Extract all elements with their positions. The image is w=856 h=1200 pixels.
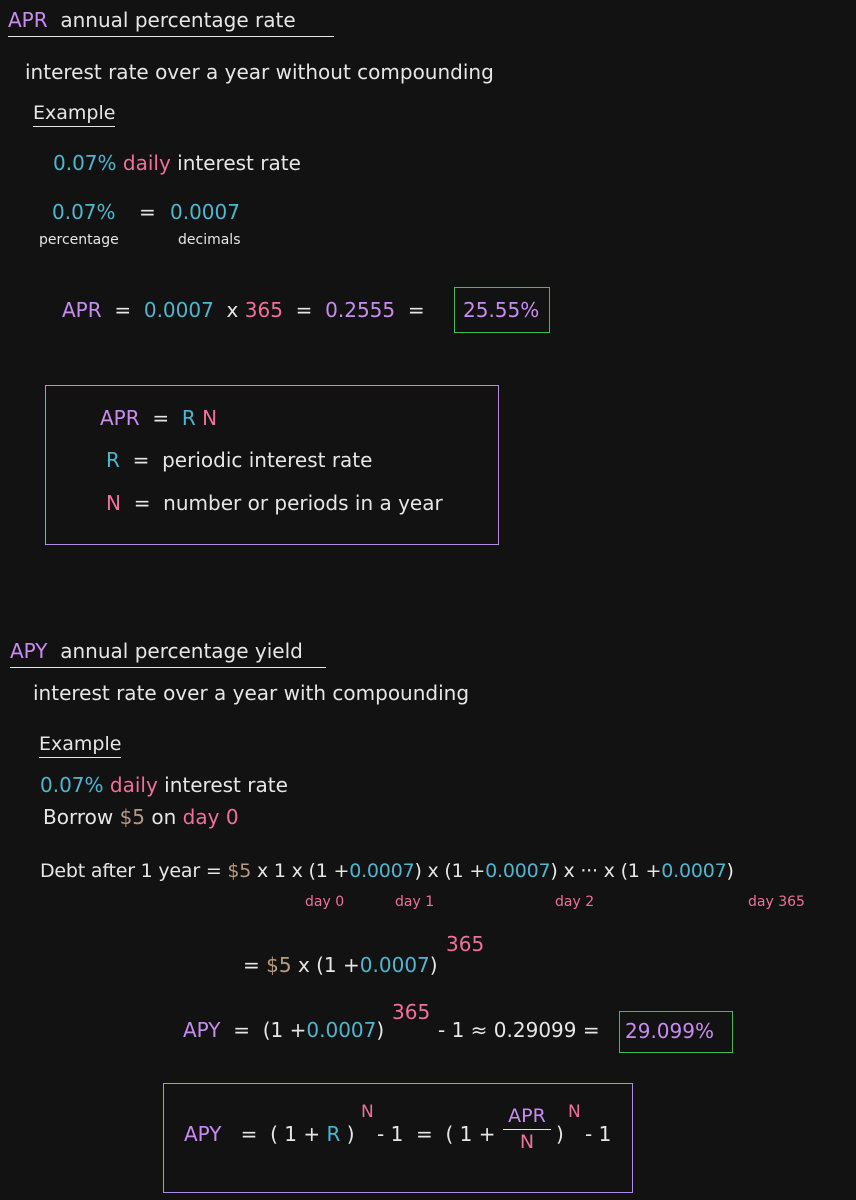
- apy-example-line1: [40, 775, 288, 795]
- apy-formula-left: [184, 1124, 355, 1144]
- apr-def-n-sym: N: [106, 491, 121, 515]
- apr-def-r-eq: =: [132, 448, 150, 472]
- apr-calc-eq3: =: [407, 298, 425, 322]
- apy-calc-lhs: APY: [183, 1018, 221, 1042]
- apr-caption-percentage: percentage: [39, 232, 119, 248]
- apy-compact-t1: x (1 +: [297, 953, 360, 977]
- apr-calc-lhs: APR: [62, 298, 102, 322]
- apy-compact-eq: =: [243, 953, 260, 977]
- apr-caption-decimals: decimals: [178, 232, 241, 248]
- apr-period: daily: [122, 151, 171, 175]
- apy-compact-t2: ): [429, 953, 438, 977]
- apy-formula-r: R: [326, 1122, 341, 1146]
- apr-formula: [100, 408, 217, 428]
- apy-formula-t5: - 1: [585, 1122, 612, 1146]
- apy-formula-t1: ( 1 +: [270, 1122, 321, 1146]
- apr-calc-eq1: =: [114, 298, 132, 322]
- apy-formula-t4: ): [556, 1122, 564, 1146]
- apy-borrow-amount: $5: [119, 805, 146, 829]
- apr-heading: [8, 10, 334, 37]
- apr-def-n-eq: =: [133, 491, 151, 515]
- apy-calc-eq1: =: [233, 1018, 251, 1042]
- apr-example-label: Example: [33, 104, 115, 127]
- apy-formula-t2: ): [346, 1122, 355, 1146]
- apy-calc-r: 0.0007: [306, 1018, 377, 1042]
- apr-rate: 0.07%: [53, 151, 117, 175]
- apy-borrow: Borrow: [43, 805, 114, 829]
- apy-heading-abbr: APY: [10, 639, 48, 663]
- apy-borrow-on: on: [151, 805, 177, 829]
- apy-formula-den: N: [519, 1131, 535, 1153]
- apy-compact-exponent: 365: [446, 932, 485, 956]
- apr-example-line: [53, 153, 301, 173]
- apy-period: daily: [109, 773, 158, 797]
- apy-borrow-day: day 0: [182, 805, 239, 829]
- apy-debt-label: Debt after 1 year: [40, 860, 200, 882]
- apr-formula-n: N: [202, 406, 218, 430]
- apr-line1-rest: interest rate: [177, 151, 301, 175]
- apy-formula-exponent-1: N: [361, 1102, 374, 1122]
- apy-calculation: [183, 1020, 384, 1040]
- apy-definition: interest rate over a year with compounding: [33, 681, 470, 705]
- apy-calc-result: 0.29099: [493, 1018, 577, 1042]
- apr-calculation: [62, 300, 425, 320]
- apy-day365-label: day 365: [748, 894, 805, 910]
- apy-formula-frac-bar: [503, 1129, 551, 1130]
- apy-day0-label: day 0: [305, 894, 345, 910]
- apy-formula-fraction: [503, 1107, 551, 1152]
- apr-conv-percent: 0.07%: [52, 200, 116, 224]
- apy-calc-t2: ): [376, 1018, 385, 1042]
- apy-example-label: Example: [39, 735, 121, 758]
- apr-def-n-desc: number or periods in a year: [163, 491, 443, 515]
- apy-formula-eq: =: [240, 1122, 258, 1146]
- apr-heading-abbr: APR: [8, 8, 48, 32]
- apy-debt-t3: ) x ··· x (1 +: [550, 860, 662, 882]
- apy-heading-rest: annual percentage yield: [60, 639, 303, 663]
- apr-definition: interest rate over a year without compounding: [25, 60, 494, 84]
- apy-compact-amount: $5: [266, 953, 292, 977]
- apy-calc-t1: (1 +: [262, 1018, 307, 1042]
- apr-calc-n: 365: [244, 298, 283, 322]
- apr-formula-lhs: APR: [100, 406, 140, 430]
- apy-calc-t3: - 1 ≈: [438, 1018, 488, 1042]
- apy-calc-tail: [438, 1020, 600, 1040]
- apy-debt-amount: $5: [227, 860, 252, 882]
- apy-day2-label: day 2: [555, 894, 595, 910]
- apy-line1-rest: interest rate: [164, 773, 288, 797]
- apr-def-r-desc: periodic interest rate: [162, 448, 373, 472]
- apy-heading: [10, 641, 326, 668]
- apy-compact-line: [243, 955, 438, 975]
- apy-formula-exponent-2: N: [568, 1102, 581, 1122]
- apr-calc-r: 0.0007: [143, 298, 214, 322]
- apy-debt-line: [40, 862, 734, 881]
- apr-formula-eq: =: [152, 406, 170, 430]
- apr-def-r-sym: R: [106, 448, 120, 472]
- apy-formula-num: APR: [508, 1105, 546, 1127]
- apr-def-r: [106, 450, 372, 470]
- apr-heading-rest: annual percentage rate: [60, 8, 296, 32]
- apy-debt-r1: 0.0007: [349, 860, 415, 882]
- apy-debt-eq: =: [205, 860, 222, 882]
- apy-debt-t1: x 1 x (1 +: [257, 860, 350, 882]
- apy-formula-lhs: APY: [184, 1122, 222, 1146]
- apr-answer: 25.55%: [463, 298, 540, 322]
- apy-example-line2: [43, 807, 239, 827]
- apr-calc-eq2: =: [295, 298, 313, 322]
- apy-answer: 29.099%: [625, 1019, 714, 1043]
- apy-compact-r: 0.0007: [359, 953, 430, 977]
- apy-calc-eq2: =: [582, 1018, 600, 1042]
- apr-calc-times: x: [226, 298, 239, 322]
- apr-formula-r: R: [181, 406, 196, 430]
- apy-debt-t4: ): [726, 860, 734, 882]
- apr-def-n: [106, 493, 443, 513]
- apy-rate: 0.07%: [40, 773, 104, 797]
- apy-calc-exponent: 365: [392, 1000, 431, 1024]
- apy-debt-r3: 0.0007: [661, 860, 727, 882]
- apr-conv-eq: =: [139, 200, 156, 224]
- apy-formula-t3: - 1 = ( 1 +: [377, 1122, 496, 1146]
- apy-debt-r2: 0.0007: [485, 860, 551, 882]
- apy-debt-t2: ) x (1 +: [414, 860, 486, 882]
- apr-calc-result: 0.2555: [325, 298, 396, 322]
- apr-conv-decimal: 0.0007: [170, 200, 240, 224]
- apy-day1-label: day 1: [395, 894, 435, 910]
